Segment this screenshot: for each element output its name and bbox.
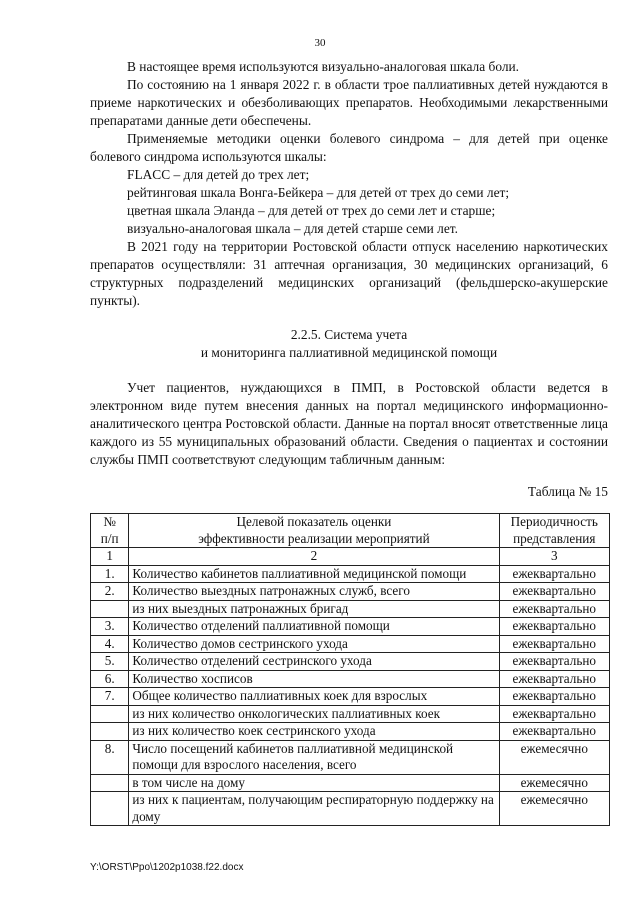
table-row (91, 740, 610, 774)
header-num (91, 514, 129, 548)
row-indicator: из них количество онкологических паллиативных коек (129, 705, 499, 723)
row-indicator: из них выездных патронажных бригад (129, 600, 499, 618)
table-row (91, 635, 610, 653)
row-num (91, 723, 129, 741)
table-row (91, 583, 610, 601)
row-period: ежеквартально (499, 653, 610, 671)
scale-wong-baker: рейтинговая шкала Вонга-Бейкера – для детей от трех до семи лет; (127, 185, 510, 200)
header-num-line1: № (103, 514, 116, 529)
column-number-2: 2 (129, 548, 499, 566)
table-row (91, 600, 610, 618)
row-num (91, 600, 129, 618)
row-indicator: Количество кабинетов паллиативной медицинской помощи (129, 565, 499, 583)
table-row (91, 792, 610, 826)
row-indicator: Число посещений кабинетов паллиативной медицинской помощи для взрослого населения, всего (129, 740, 499, 774)
row-indicator: Количество выездных патронажных служб, всего (129, 583, 499, 601)
row-period: ежемесячно (499, 774, 610, 792)
table-row (91, 774, 610, 792)
page-number: 30 (314, 37, 326, 49)
row-indicator: в том числе на дому (129, 774, 499, 792)
row-period: ежеквартально (499, 600, 610, 618)
header-num-line2: п/п (100, 530, 119, 546)
scale-eland: цветная шкала Эланда – для детей от трех до семи лет и старше; (127, 203, 496, 218)
row-indicator: Количество хосписов (129, 670, 499, 688)
table-row (91, 705, 610, 723)
row-period: ежеквартально (499, 618, 610, 636)
document-body (90, 58, 608, 826)
row-indicator: из них к пациентам, получающим респираторную поддержку на дому (129, 792, 499, 826)
row-num: 5. (91, 653, 129, 671)
row-indicator: Количество отделений паллиативной помощи (129, 618, 499, 636)
paragraph-methods: Применяемые методики оценки болевого синдрома – для детей при оценке болевого синдрома используются шкалы: (90, 131, 608, 164)
table-row (91, 688, 610, 706)
row-num: 8. (91, 740, 129, 774)
row-period: ежеквартально (499, 565, 610, 583)
row-num: 2. (91, 583, 129, 601)
scale-vas: визуально-аналоговая шкала – для детей старше семи лет. (127, 221, 458, 236)
paragraph-children-count: По состоянию на 1 января 2022 г. в области трое паллиативных детей нуждаются в приеме наркотических и обезболивающих препаратов. Необходимыми лекарственными препаратами данные дети обеспечены. (90, 77, 608, 128)
table-row (91, 723, 610, 741)
row-num (91, 774, 129, 792)
section-title-line2: и мониторинга паллиативной медицинской помощи (200, 345, 498, 360)
row-period: ежеквартально (499, 723, 610, 741)
row-period: ежемесячно (499, 740, 610, 774)
table-row (91, 565, 610, 583)
row-num: 4. (91, 635, 129, 653)
column-number-1: 1 (91, 548, 129, 566)
row-indicator: Количество отделений сестринского ухода (129, 653, 499, 671)
paragraph-vas: В настоящее время используются визуально-аналоговая шкала боли. (127, 59, 520, 74)
table-header-row (91, 514, 610, 548)
row-num: 1. (91, 565, 129, 583)
table-caption: Таблица № 15 (527, 484, 608, 499)
indicators-table (90, 513, 610, 826)
row-period: ежеквартально (499, 635, 610, 653)
header-indicator (129, 514, 499, 548)
row-num: 6. (91, 670, 129, 688)
row-indicator: Количество домов сестринского ухода (129, 635, 499, 653)
header-indicator-line2: эффективности реализации мероприятий (198, 530, 430, 546)
row-indicator: из них количество коек сестринского ухода (129, 723, 499, 741)
header-indicator-line1: Целевой показатель оценки (236, 514, 392, 529)
row-period: ежеквартально (499, 688, 610, 706)
column-numbers-row (91, 548, 610, 566)
row-num (91, 705, 129, 723)
column-number-3: 3 (499, 548, 610, 566)
row-period: ежеквартально (499, 705, 610, 723)
row-period: ежеквартально (499, 670, 610, 688)
row-num (91, 792, 129, 826)
header-period-line2: представления (513, 530, 596, 546)
paragraph-accounting: Учет пациентов, нуждающихся в ПМП, в Ростовской области ведется в электронном виде путем внесения данных на портал медицинского информационно-аналитического центра Ростовской области. Данные на портал вносят ответственные лица каждого из 55 муниципальных образований области. Сведения о пациентах и состоянии службы ПМП соответствуют следующим табличным данным: (90, 380, 608, 467)
section-title-line1: 2.2.5. Система учета (290, 327, 408, 342)
footer-file-path: Y:\ORST\Ppo\1202p1038.f22.docx (90, 862, 244, 873)
section-title (90, 326, 608, 362)
table-row (91, 653, 610, 671)
row-num: 7. (91, 688, 129, 706)
scale-flacc: FLACC – для детей до трех лет; (127, 167, 310, 182)
row-num: 3. (91, 618, 129, 636)
table-row (91, 670, 610, 688)
header-period (499, 514, 610, 548)
paragraph-2021: В 2021 году на территории Ростовской области отпуск населению наркотических препаратов осуществляли: 31 аптечная организация, 30 медицинских организаций, 6 структурных подразделений медицинских организаций (фельдшерско-акушерские пункты). (90, 239, 608, 308)
table-row (91, 618, 610, 636)
row-indicator: Общее количество паллиативных коек для взрослых (129, 688, 499, 706)
header-period-line1: Периодичность (510, 514, 598, 529)
row-period: ежемесячно (499, 792, 610, 826)
row-period: ежеквартально (499, 583, 610, 601)
